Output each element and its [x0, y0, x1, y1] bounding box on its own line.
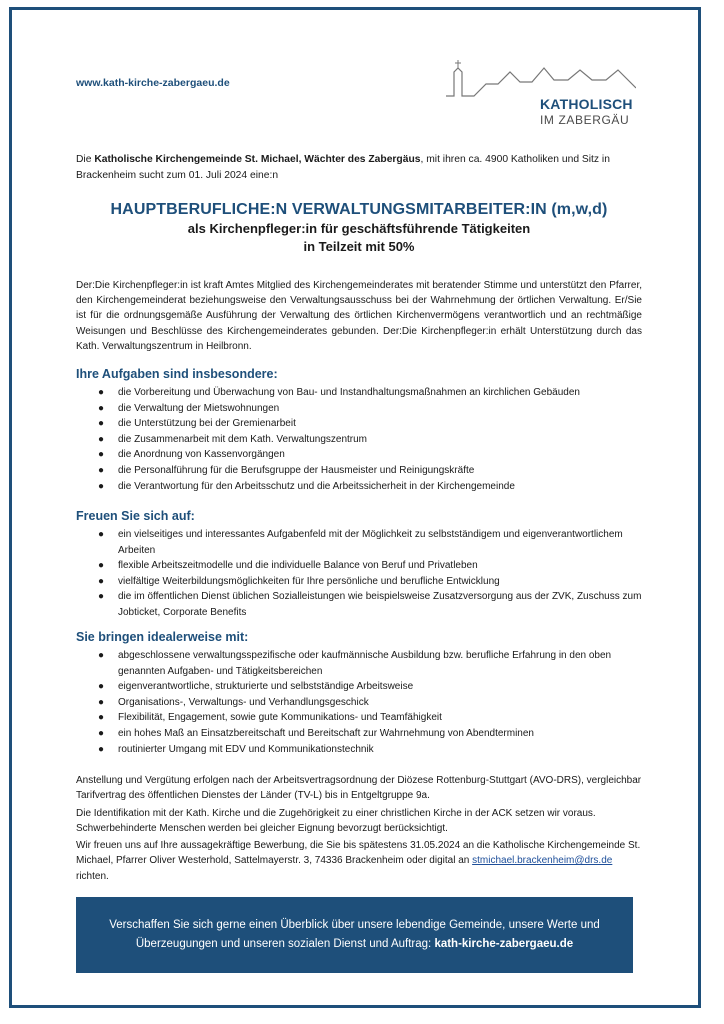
- bullet-icon: ●: [98, 681, 105, 693]
- bullet-icon: ●: [98, 650, 105, 661]
- list-item: ● die Personalführung für die Berufsgruppe der Hausmeister und Reinigungskräfte: [76, 463, 642, 479]
- tasks-heading: Ihre Aufgaben sind insbesondere:: [76, 367, 278, 381]
- footer-banner: [76, 897, 633, 973]
- website-url[interactable]: www.kath-kirche-zabergaeu.de: [76, 77, 230, 89]
- job-subtitle-1: als Kirchenpfleger:in für geschäftsführende Tätigkeiten: [187, 221, 531, 236]
- list-item: ● die Verwaltung der Mietswohnungen: [76, 401, 642, 417]
- bullet-icon: ●: [98, 560, 105, 572]
- salary-paragraph: Anstellung und Vergütung erfolgen nach der Arbeitsvertragsordnung der Diözese Rottenburg-Stuttgart (AVO-DRS), vergleichbar Tarifvertrag des öffentlichen Dienstes der Länder (TV-L) bis in Entgeltgruppe 9a.: [76, 775, 642, 802]
- bullet-icon: ●: [98, 727, 105, 739]
- intro-rest: , mit ihren ca. 4900 Katholiken und Sitz in Brackenheim sucht zum 01. Juli 2024 eine:n: [76, 154, 610, 181]
- list-item: ● die im öffentlichen Dienst üblichen Sozialleistungen wie beispielsweise Zusatzversorgung aus der ZVK, Zuschuss zum Jobticket, Corporate Benefits: [98, 591, 642, 618]
- list-item: ● die Unterstützung bei der Gremienarbeit: [76, 416, 642, 432]
- bullet-icon: ●: [98, 575, 105, 587]
- bullet-icon: ●: [98, 402, 105, 414]
- benefits-list: [76, 527, 642, 621]
- list-item: ● die Anordnung von Kassenvorgängen: [76, 447, 642, 463]
- requirements-heading: Sie bringen idealerweise mit:: [76, 630, 249, 644]
- logo-subtitle: IM ZABERGÄU: [540, 113, 630, 127]
- intro-prefix: Die: [76, 154, 95, 165]
- job-description: Der:Die Kirchenpfleger:in ist kraft Amtes Mitglied des Kirchengemeinderates mit beratender Stimme und unterstützt den Pfarrer, den Kirchengemeinderat beziehungsweise den Verwaltungsausschuss bei der Wahrnehmung der örtlichen Verwaltung. Er/Sie ist für die ordnungsgemäße Ausführung der Verwaltung des örtlichen Kirchenvermögens verantwortlich und an rechtmäßige Weisungen und Beschlüsse des Kirchengemeinderates gebunden. Der:Die Kirchenpfleger:in erhält Unterstützung durch das Kath. Verwaltungszentrum in Heilbronn.: [76, 280, 642, 352]
- list-item: ● vielfältige Weiterbildungsmöglichkeiten für Ihre persönliche und berufliche Entwicklung: [76, 574, 642, 590]
- list-item: ● Flexibilität, Engagement, sowie gute Kommunikations- und Teamfähigkeit: [76, 710, 642, 726]
- job-title: HAUPTBERUFLICHE:N VERWALTUNGSMITARBEITER:IN (m,w,d): [110, 201, 608, 218]
- job-headline: [76, 199, 642, 256]
- list-item: ● flexible Arbeitszeitmodelle und die individuelle Balance von Beruf und Privatleben: [76, 558, 642, 574]
- bullet-icon: ●: [98, 418, 105, 430]
- list-item: ● Organisations-, Verwaltungs- und Verhandlungsgeschick: [76, 695, 642, 711]
- bullet-icon: ●: [98, 743, 105, 755]
- bullet-icon: ●: [98, 480, 105, 492]
- intro-text: [76, 152, 642, 184]
- organization-name: Katholische Kirchengemeinde St. Michael, Wächter des Zabergäus: [94, 154, 421, 165]
- bullet-icon: ●: [98, 591, 105, 603]
- bullet-icon: ●: [98, 433, 105, 445]
- list-item: ● die Zusammenarbeit mit dem Kath. Verwaltungszentrum: [76, 432, 642, 448]
- bullet-icon: ●: [98, 696, 105, 708]
- list-item: ● ein vielseitiges und interessantes Aufgabenfeld mit der Möglichkeit zu selbstständigem und eigenverantwortlichem Arbeiten: [98, 529, 623, 556]
- logo: [446, 58, 636, 130]
- list-item: ● eigenverantwortliche, strukturierte und selbstständige Arbeitsweise: [76, 679, 642, 695]
- banner-text: Verschaffen Sie sich gerne einen Überblick über unsere lebendige Gemeinde, unsere Werte und Überzeugungen und unseren sozialen Dienst und Auftrag: kath-kirche-zabergaeu.de: [109, 919, 600, 950]
- list-item: ● abgeschlossene verwaltungsspezifische oder kaufmännische Ausbildung bzw. berufliche Erfahrung in den oben genannten Aufgaben- und Tätigkeitsbereichen: [98, 650, 612, 677]
- church-skyline-icon: [446, 58, 636, 98]
- benefits-heading: Freuen Sie sich auf:: [76, 509, 195, 523]
- identification-paragraph: Die Identifikation mit der Kath. Kirche und die Zugehörigkeit zu einer christlichen Kirche in der ACK setzen wir voraus. Schwerbehinderte Menschen werden bei gleicher Eignung bevorzugt berücksichtigt.: [76, 808, 596, 835]
- bullet-icon: ●: [98, 449, 105, 461]
- list-item: ● ein hohes Maß an Einsatzbereitschaft und Bereitschaft zur Wahrnehmung von Abendterminen: [76, 726, 642, 742]
- list-item: ● die Verantwortung für den Arbeitsschutz und die Arbeitssicherheit in der Kirchengemeinde: [76, 479, 642, 495]
- email-link[interactable]: stmichael.brackenheim@drs.de: [472, 855, 613, 867]
- application-paragraph: Wir freuen uns auf Ihre aussagekräftige Bewerbung, die Sie bis spätestens 31.05.2024 an die Katholische Kirchengemeinde St. Michael, Pfarrer Oliver Westerhold, Sattelmayerstr. 3, 74336 Brackenheim oder digital an stmichael.brackenheim@drs.de richten.: [76, 840, 641, 882]
- bullet-icon: ●: [98, 464, 105, 476]
- list-item: ● die Vorbereitung und Überwachung von Bau- und Instandhaltungsmaßnahmen an kirchlichen Gebäuden: [76, 385, 642, 401]
- bullet-icon: ●: [98, 712, 105, 724]
- tasks-list: [76, 385, 642, 494]
- bullet-icon: ●: [98, 529, 105, 540]
- logo-title: KATHOLISCH: [540, 96, 633, 112]
- requirements-list: [76, 648, 642, 757]
- job-subtitle-2: in Teilzeit mit 50%: [303, 239, 415, 254]
- bullet-icon: ●: [98, 387, 105, 398]
- list-item: ● routinierter Umgang mit EDV und Kommunikationstechnik: [76, 742, 642, 758]
- banner-link[interactable]: kath-kirche-zabergaeu.de: [434, 938, 574, 950]
